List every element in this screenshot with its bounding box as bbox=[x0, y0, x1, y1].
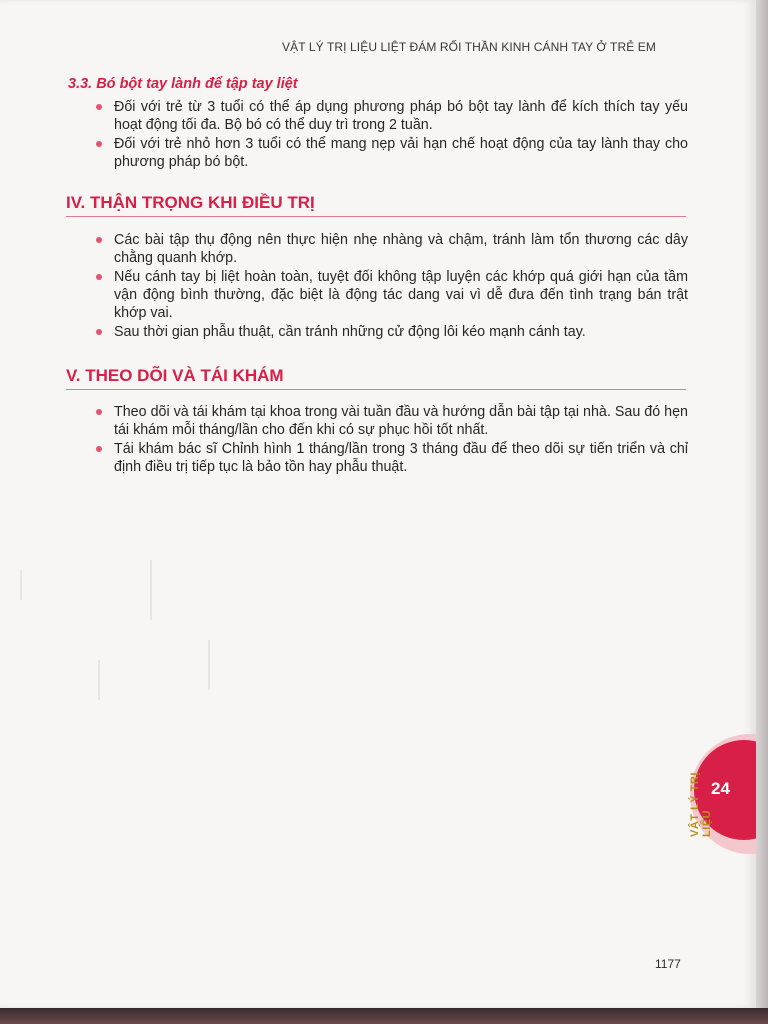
bullet-text: Tái khám bác sĩ Chỉnh hình 1 tháng/lần trong 3 tháng đầu để theo dõi sự tiến triển và chỉ định điều trị tiếp tục là bảo tồn hay phẫu thuật. bbox=[114, 441, 688, 475]
section-bullet-list bbox=[96, 231, 688, 342]
scan-smudge bbox=[20, 570, 22, 600]
section-bullet-list bbox=[96, 403, 688, 477]
chapter-tab-label: VẬT LÝ TRỊ LIỆU bbox=[689, 772, 713, 837]
list-item bbox=[96, 135, 688, 171]
bullet-icon bbox=[96, 329, 102, 335]
scan-smudge bbox=[208, 640, 210, 690]
section-heading: V. THEO DÕI VÀ TÁI KHÁM bbox=[66, 366, 686, 390]
list-item bbox=[96, 440, 688, 476]
subsection-title: 3.3. Bó bột tay lành để tập tay liệt bbox=[68, 76, 298, 92]
bullet-text: Nếu cánh tay bị liệt hoàn toàn, tuyệt đối không tập luyện các khớp quá giới hạn của tầm vận động bình thường, đặc biệt là động tác dang vai vì dễ đưa đến tình trạng bán trật khớp vai. bbox=[114, 269, 688, 321]
list-item bbox=[96, 231, 688, 267]
bullet-icon bbox=[96, 141, 102, 147]
book-bottom-edge bbox=[0, 1008, 768, 1024]
bullet-text: Sau thời gian phẫu thuật, cần tránh những cử động lôi kéo mạnh cánh tay. bbox=[114, 324, 586, 340]
scan-smudge bbox=[98, 660, 100, 700]
bullet-text: Theo dõi và tái khám tại khoa trong vài tuần đầu và hướng dẫn bài tập tại nhà. Sau đó hẹn tái khám mỗi tháng/lần cho đến khi có sự phục hồi tốt nhất. bbox=[114, 404, 688, 438]
list-item bbox=[96, 98, 688, 134]
page-edge bbox=[756, 0, 768, 1024]
list-item bbox=[96, 268, 688, 322]
bullet-icon bbox=[96, 409, 102, 415]
bullet-icon bbox=[96, 446, 102, 452]
running-header: VẬT LÝ TRỊ LIỆU LIỆT ĐÁM RỐI THẦN KINH CÁNH TAY Ở TRẺ EM bbox=[282, 40, 656, 54]
bullet-text: Các bài tập thụ động nên thực hiện nhẹ nhàng và chậm, tránh làm tổn thương các dây chằng quanh khớp. bbox=[114, 232, 688, 266]
section-heading: IV. THẬN TRỌNG KHI ĐIỀU TRỊ bbox=[66, 193, 686, 217]
list-item bbox=[96, 323, 688, 341]
page-number: 1177 bbox=[655, 957, 681, 971]
subsection-bullet-list bbox=[96, 98, 688, 172]
bullet-icon bbox=[96, 237, 102, 243]
bullet-text: Đối với trẻ từ 3 tuổi có thể áp dụng phương pháp bó bột tay lành để kích thích tay yếu hoạt động tối đa. Bộ bó có thể duy trì trong 2 tuần. bbox=[114, 99, 688, 133]
chapter-number: 24 bbox=[711, 779, 730, 798]
bullet-icon bbox=[96, 104, 102, 110]
bullet-icon bbox=[96, 274, 102, 280]
bullet-text: Đối với trẻ nhỏ hơn 3 tuổi có thể mang nẹp vải hạn chế hoạt động của tay lành thay cho phương pháp bó bột. bbox=[114, 136, 688, 170]
list-item bbox=[96, 403, 688, 439]
scan-smudge bbox=[150, 560, 152, 620]
